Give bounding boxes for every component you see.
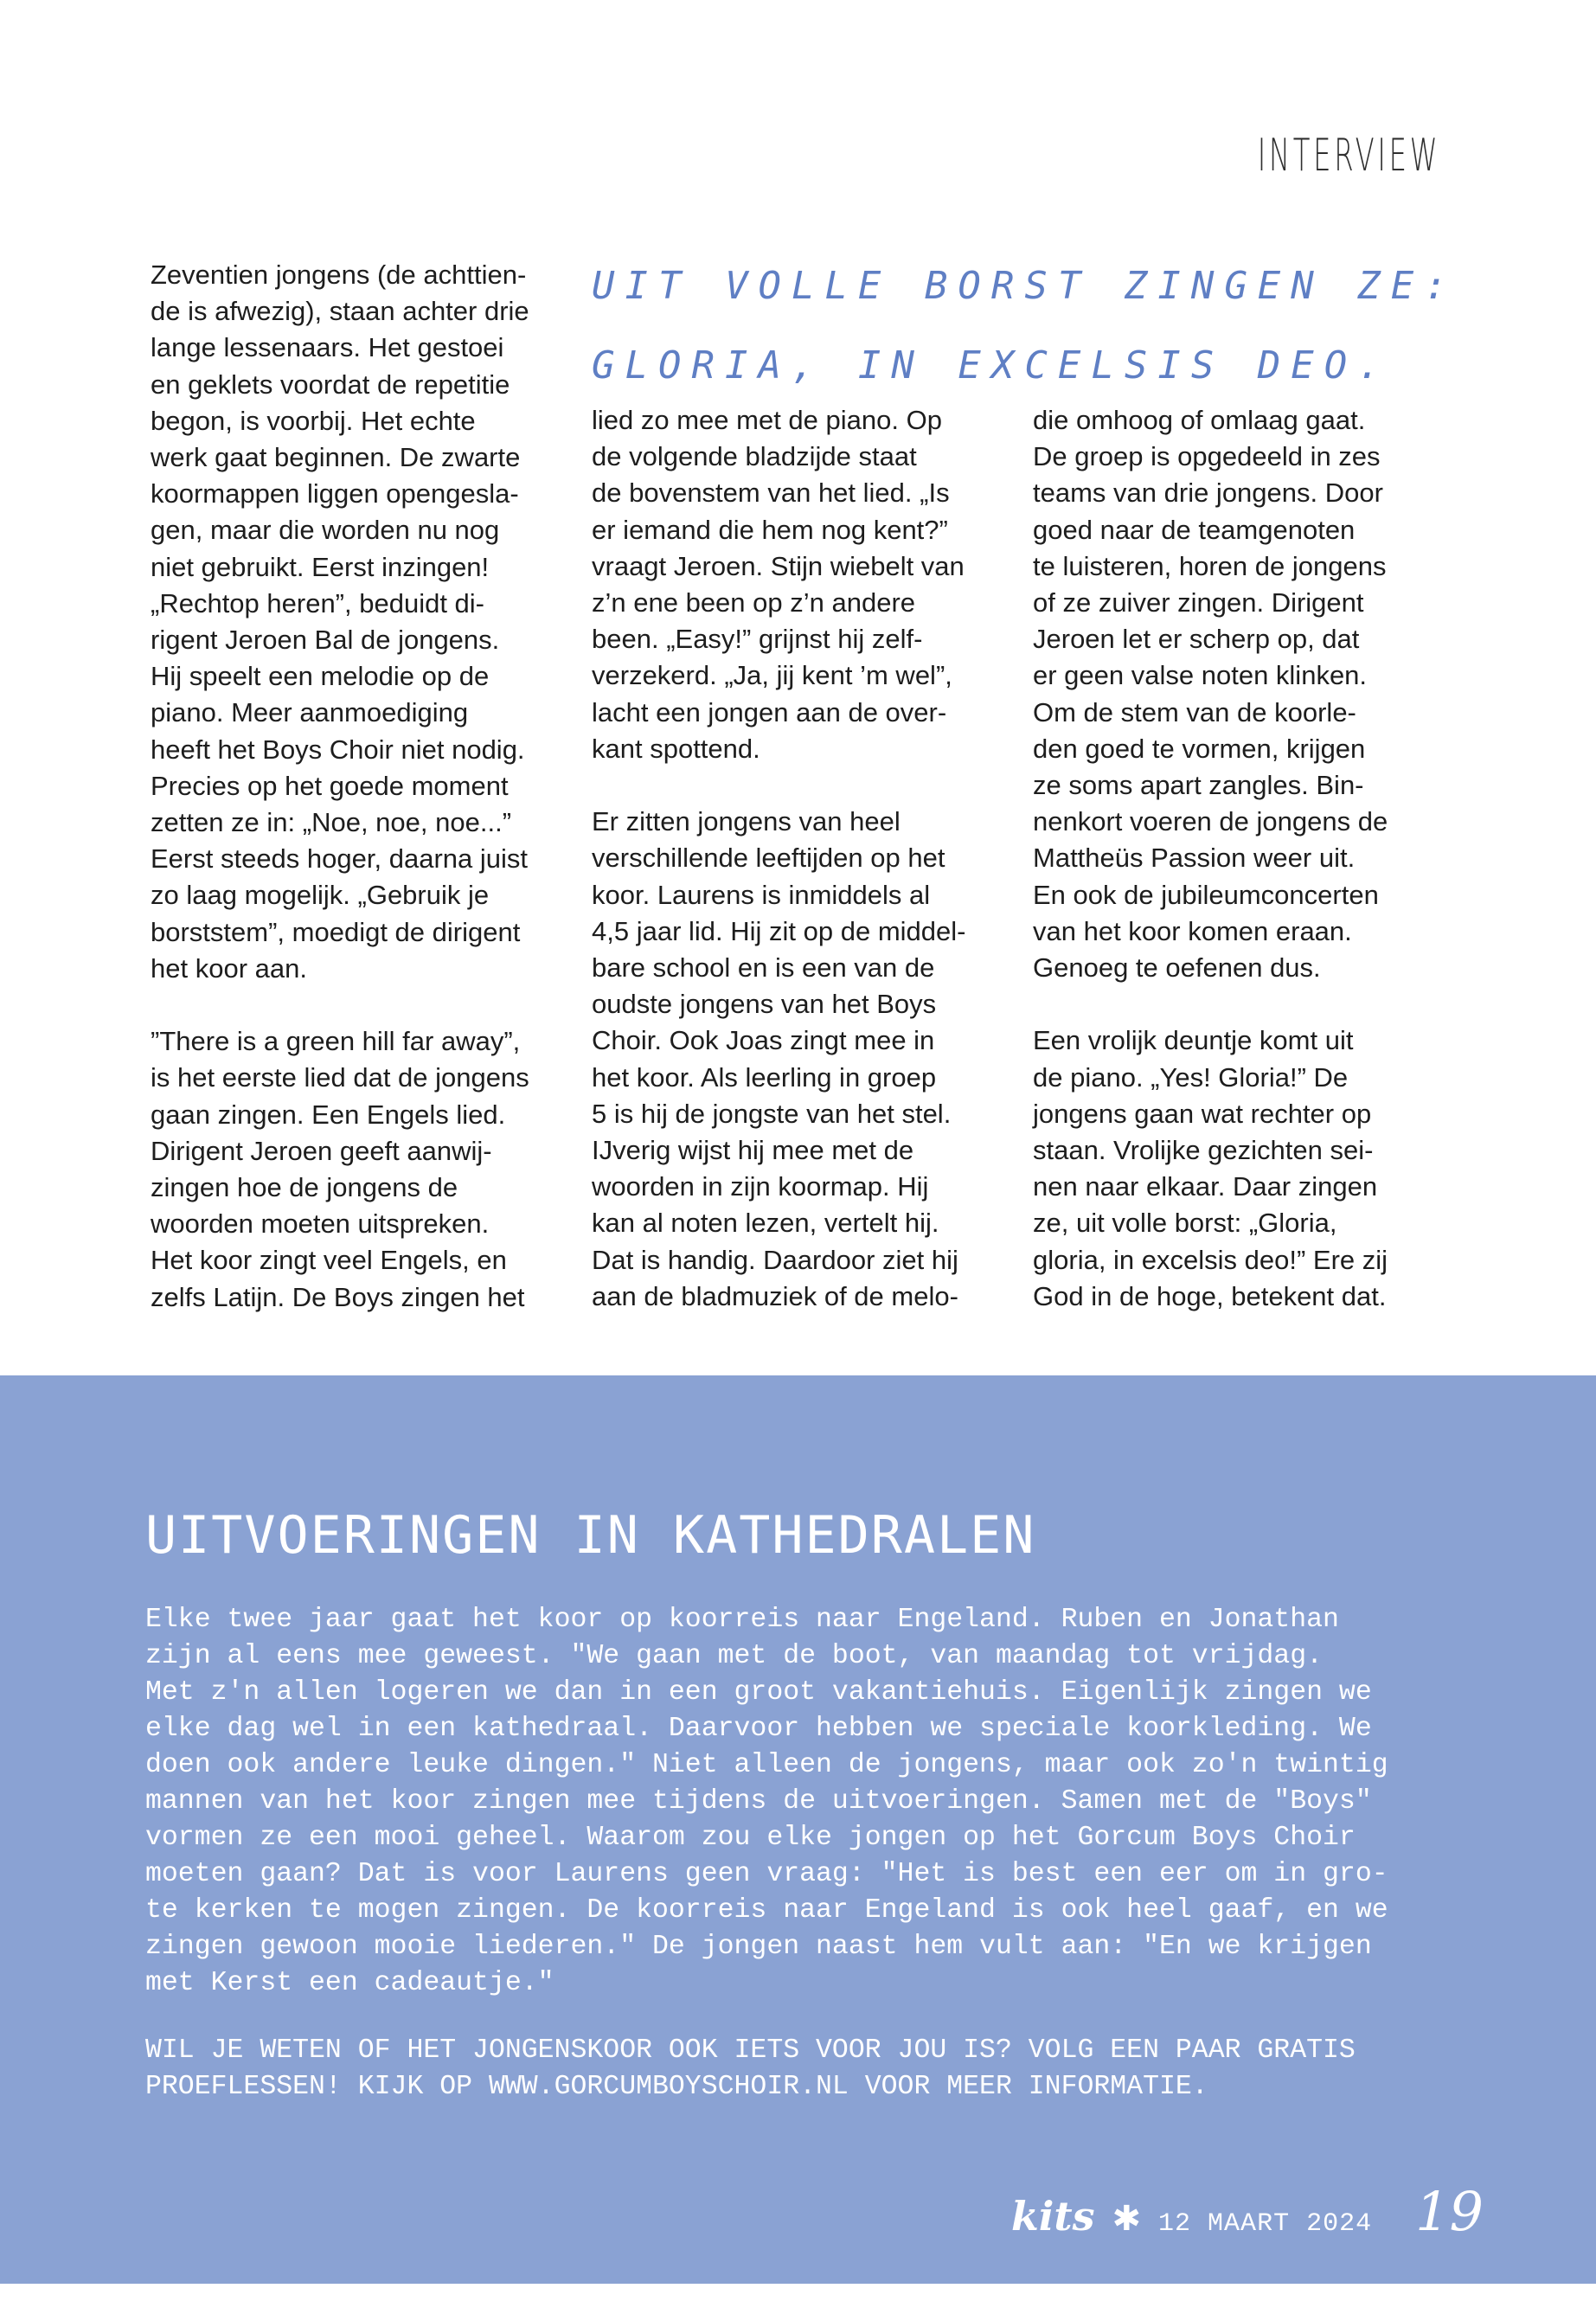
star-separator-icon: ✱ — [1112, 2199, 1142, 2239]
article-column-3: die omhoog of omlaag gaat. De groep is opgedeeld in zes teams van drie jongens. Door goed naar de teamgenoten te luisteren, horen de jongens of ze zuiver zingen. Dirigent Jeroen let er scherp op, dat er geen valse noten klinken. Om de stem van de koorle- den goed te vormen, krijgen ze soms apart zangles. Bin- nenkort voeren de jongens de Mattheüs Passion weer uit. En ook de jubileumconcerten van het koor komen eraan. Genoeg te oefenen dus. Een vrolijk deuntje komt uit de piano. „Yes! Gloria!” De jongens gaan wat rechter op staan. Vrolijke gezichten sei- nen naar elkaar. Daar zingen ze, uit volle borst: „Gloria, gloria, in excelsis deo!” Ere zij God in de hoge, betekent dat. — [1033, 405, 1388, 1311]
info-box-call-to-action: WIL JE WETEN OF HET JONGENSKOOR OOK IETS VOOR JOU IS? VOLG EEN PAAR GRATIS PROEFLESSEN! KIJK OP WWW.GORCUMBOYSCHOIR.NL VOOR MEER INFORMATIE. — [145, 2035, 1356, 2102]
page-footer — [1011, 2180, 1484, 2243]
info-box-body: Elke twee jaar gaat het koor op koorreis naar Engeland. Ruben en Jonathan zijn al eens mee geweest. "We gaan met de boot, van maandag tot vrijdag. Met z'n allen logeren we dan in een groot vakantiehuis. Eigenlijk zingen we elke dag wel in een kathedraal. Daarvoor hebben we speciale koorkleding. We doen ook andere leuke dingen." Niet alleen de jongens, maar ook zo'n twintig mannen van het koor zingen mee tijdens de uitvoeringen. Samen met de "Boys" vormen ze een mooi geheel. Waarom zou elke jongen op het Gorcum Boys Choir moeten gaan? Dat is voor Laurens geen vraag: "Het is best een eer om in gro- te kerken te mogen zingen. De koorreis naar Engeland is ook heel gaaf, en we zingen gewoon mooie liederen." De jongen naast hem vult aan: "En we krijgen met Kerst een cadeautje." — [145, 1605, 1388, 1998]
info-box-title: UITVOERINGEN IN KATHEDRALEN — [145, 1505, 1036, 1566]
article-column-2: lied zo mee met de piano. Op de volgende bladzijde staat de bovenstem van het lied. „Is er iemand die hem nog kent?” vraagt Jeroen. Stijn wiebelt van z’n ene been op z’n andere been. „Easy!” grijnst hij zelf- verzekerd. „Ja, jij kent ’m wel”, lacht een jongen aan de over- kant spottend. Er zitten jongens van heel verschillende leeftijden op het koor. Laurens is inmiddels al 4,5 jaar lid. Hij zit op de middel- bare school en is een van de oudste jongens van het Boys Choir. Ook Joas zingt mee in het koor. Als leerling in groep 5 is hij de jongste van het stel. IJverig wijst hij mee met de woorden in zijn koormap. Hij kan al noten lezen, vertelt hij. Dat is handig. Daardoor ziet hij aan de bladmuziek of de melo- — [592, 405, 966, 1311]
section-label: INTERVIEW — [1257, 130, 1440, 182]
pull-quote-line-2: GLORIA, IN EXCELSIS DEO. — [592, 343, 1391, 388]
info-box — [0, 1375, 1596, 2284]
pull-quote — [592, 247, 1457, 406]
pull-quote-line-1: UIT VOLLE BORST ZINGEN ZE: — [592, 264, 1458, 308]
magazine-logo: kits — [1011, 2193, 1095, 2240]
article-column-1: Zeventien jongens (de achttien- de is afwezig), staan achter drie lange lessenaars. Het gestoei en geklets voordat de repetitie begon, is voorbij. Het echte werk gaat beginnen. De zwarte koormappen liggen opengesla- gen, maar die worden nu nog niet gebruikt. Eerst inzingen! „Rechtop heren”, beduidt di- rigent Jeroen Bal de jongens. Hij speelt een melodie op de piano. Meer aanmoediging heeft het Boys Choir niet nodig. Precies op het goede moment zetten ze in: „Noe, noe, noe...” Eerst steeds hoger, daarna juist zo laag mogelijk. „Gebruik je borststem”, moedigt de dirigent het koor aan. ”There is a green hill far away”, is het eerste lied dat de jongens gaan zingen. Een Engels lied. Dirigent Jeroen geeft aanwij- zingen hoe de jongens de woorden moeten uitspreken. Het koor zingt veel Engels, en zelfs Latijn. De Boys zingen het — [151, 260, 529, 1312]
page-number: 19 — [1415, 2180, 1484, 2243]
issue-date: 12 MAART 2024 — [1158, 2209, 1373, 2239]
